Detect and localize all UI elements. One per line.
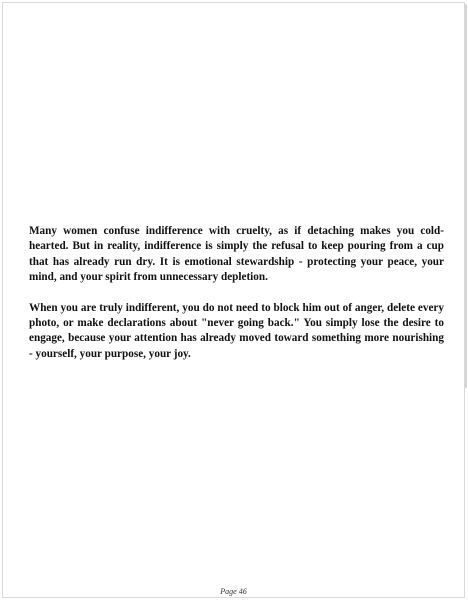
- page-body: [29, 224, 444, 377]
- page-number: Page 46: [220, 587, 247, 596]
- vertical-scrollbar[interactable]: [464, 4, 467, 388]
- document-page: [2, 2, 465, 598]
- paragraph-2: When you are truly indifferent, you do not need to block him out of anger, delete every photo, or make declarations about "never going back." You simply lose the desire to engage, because your attention has already moved toward something more nourishing - yourself, your purpose, your joy.: [29, 301, 444, 360]
- paragraph-1: Many women confuse indifference with cruelty, as if detaching makes you cold-hearted. But in reality, indifference is simply the refusal to keep pouring from a cup that has already run dry. It is emotional stewardship - protecting your peace, your mind, and your spirit from unnecessary depletion.: [29, 225, 444, 284]
